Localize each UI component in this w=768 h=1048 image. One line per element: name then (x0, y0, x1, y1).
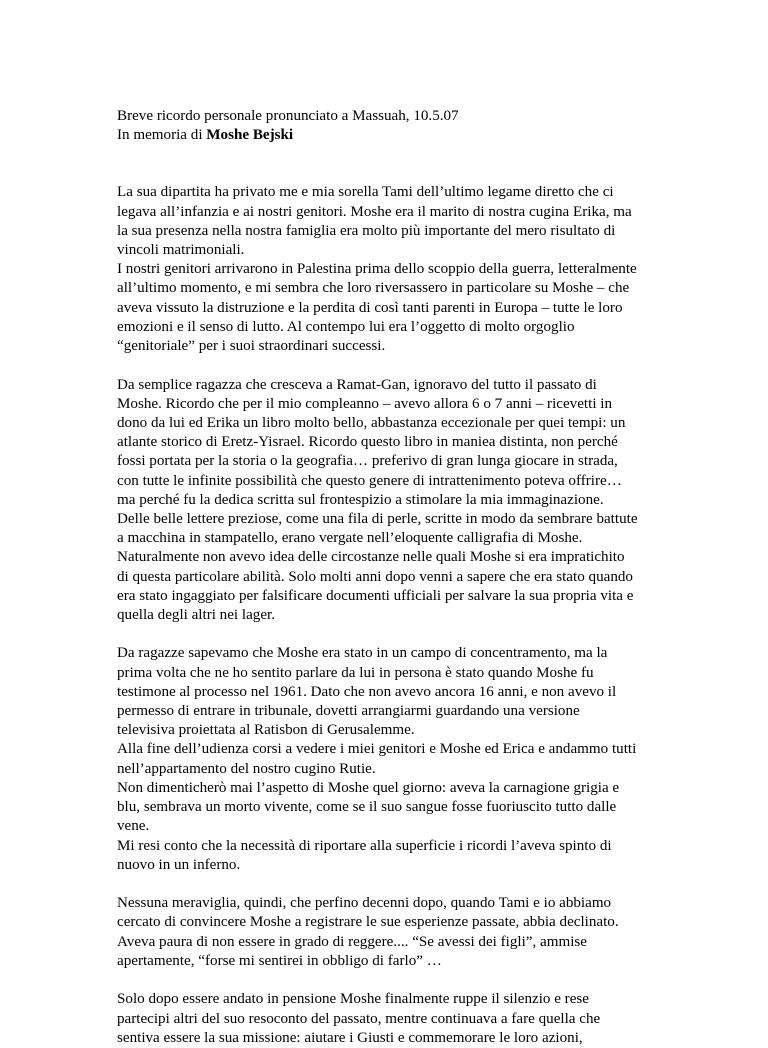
text-line: Nessuna meraviglia, quindi, che perfino decenni dopo, quando Tami e io abbiamo (117, 895, 612, 912)
text-line: Moshe. Ricordo che per il mio compleanno – avevo allora 6 o 7 anni – ricevetti in (117, 395, 613, 412)
text-line: la sua presenza nella nostra famiglia era molto più importante del mero risultato di (117, 222, 616, 239)
memorial-line (117, 126, 708, 145)
document-header (117, 107, 708, 145)
text-line: quella degli altri nei lager. (117, 606, 276, 623)
text-line: vincoli matrimoniali. (117, 242, 245, 259)
text-line: “genitoriale” per i suoi straordinari successi. (117, 338, 386, 355)
text-line: all’ultimo momento, e mi sembra che loro riversassero in particolare su Moshe – che (117, 280, 630, 297)
text-line: testimone al processo nel 1961. Dato che non avevo ancora 16 anni, e non avevo il (117, 683, 617, 700)
text-line: di questa particolare abilità. Solo molti anni dopo venni a sapere che era stato quando (117, 568, 633, 585)
paragraph (117, 644, 708, 874)
text-line: legava all’infanzia e ai nostri genitori. Moshe era il marito di nostra cugina Erika, ma (117, 203, 632, 220)
paragraph (117, 894, 708, 971)
text-line: a macchina in stampatello, erano vergate nell’eloquente calligrafia di Moshe. (117, 530, 583, 547)
text-line: Delle belle lettere preziose, come una fila di perle, scritte in modo da sembrare battute (117, 510, 638, 527)
text-line: aveva vissuto la distruzione e la perdita di così tanti parenti in Europa – tutte le loro (117, 299, 623, 316)
text-line: prima volta che ne ho sentito parlare da lui in persona è stato quando Moshe fu (117, 664, 594, 681)
honoree-name: Moshe Bejski (206, 127, 294, 144)
text-line: apertamente, “forse mi sentirei in obbligo di farlo” … (117, 952, 442, 969)
document-body (117, 183, 708, 1048)
text-line: emozioni e il senso di lutto. Al contempo lui era l’oggetto di molto orgoglio (117, 318, 575, 335)
text-line: I nostri genitori arrivarono in Palestina prima dello scoppio della guerra, letteralmente (117, 261, 637, 278)
speech-occasion-line: Breve ricordo personale pronunciato a Massuah, 10.5.07 (117, 108, 459, 124)
text-line: partecipi altri del suo resoconto del passato, mentre continuava a fare quella che (117, 1010, 601, 1027)
text-line: vene. (117, 818, 150, 835)
text-line: Da semplice ragazza che cresceva a Ramat-Gan, ignoravo del tutto il passato di (117, 376, 597, 393)
text-line: dono da lui ed Erika un libro molto bello, abbastanza eccezionale per quei tempi: un (117, 414, 626, 431)
text-line: permesso di entrare in tribunale, dovetti arrangiarmi guardando una versione (117, 703, 580, 720)
text-line: La sua dipartita ha privato me e mia sorella Tami dell’ultimo legame diretto che ci (117, 184, 614, 201)
paragraph (117, 183, 708, 356)
text-line: cercato di convincere Moshe a registrare le sue esperienze passate, abbia declinato. (117, 914, 619, 931)
text-line: nuovo in un inferno. (117, 856, 241, 873)
paragraph (117, 376, 708, 626)
text-line: Naturalmente non avevo idea delle circostanze nelle quali Moshe si era impratichito (117, 549, 625, 566)
text-line: fossi portata per la storia o la geografia… preferivo di gran lunga giocare in strada, (117, 453, 618, 470)
text-line: ma perché fu la dedica scritta sul frontespizio a stimolare la mia immaginazione. (117, 491, 604, 508)
text-line: atlante storico di Eretz-Yisrael. Ricordo questo libro in maniea distinta, non perché (117, 434, 618, 451)
text-line: Non dimenticherò mai l’aspetto di Moshe quel giorno: aveva la carnagione grigia e (117, 779, 620, 796)
text-line: nell’appartamento del nostro cugino Rutie. (117, 760, 376, 777)
text-line: Mi resi conto che la necessità di riportare alla superficie i ricordi l’aveva spinto di (117, 837, 612, 854)
paragraph (117, 990, 708, 1048)
text-line: blu, sembrava un morto vivente, come se il suo sangue fosse fuoriuscito tutto dalle (117, 799, 617, 816)
text-line: Alla fine dell’udienza corsi a vedere i miei genitori e Moshe ed Erica e andammo tutti (117, 741, 637, 758)
text-line: era stato ingaggiato per falsificare documenti ufficiali per salvare la sua propria vita e (117, 587, 634, 604)
text-line: sentiva essere la sua missione: aiutare i Giusti e commemorare le loro azioni, (117, 1029, 583, 1046)
text-line: Da ragazze sapevamo che Moshe era stato in un campo di concentramento, ma la (117, 645, 608, 662)
memorial-prefix: In memoria di (117, 127, 207, 144)
text-line: televisiva proiettata al Ratisbon di Gerusalemme. (117, 722, 415, 739)
text-line: Solo dopo essere andato in pensione Moshe finalmente ruppe il silenzio e rese (117, 991, 589, 1008)
text-line: con tutte le infinite possibilità che questo genere di intrattenimento poteva offrire… (117, 472, 622, 489)
text-line: Aveva paura di non essere in grado di reggere.... “Se avessi dei figli”, ammise (117, 933, 587, 950)
